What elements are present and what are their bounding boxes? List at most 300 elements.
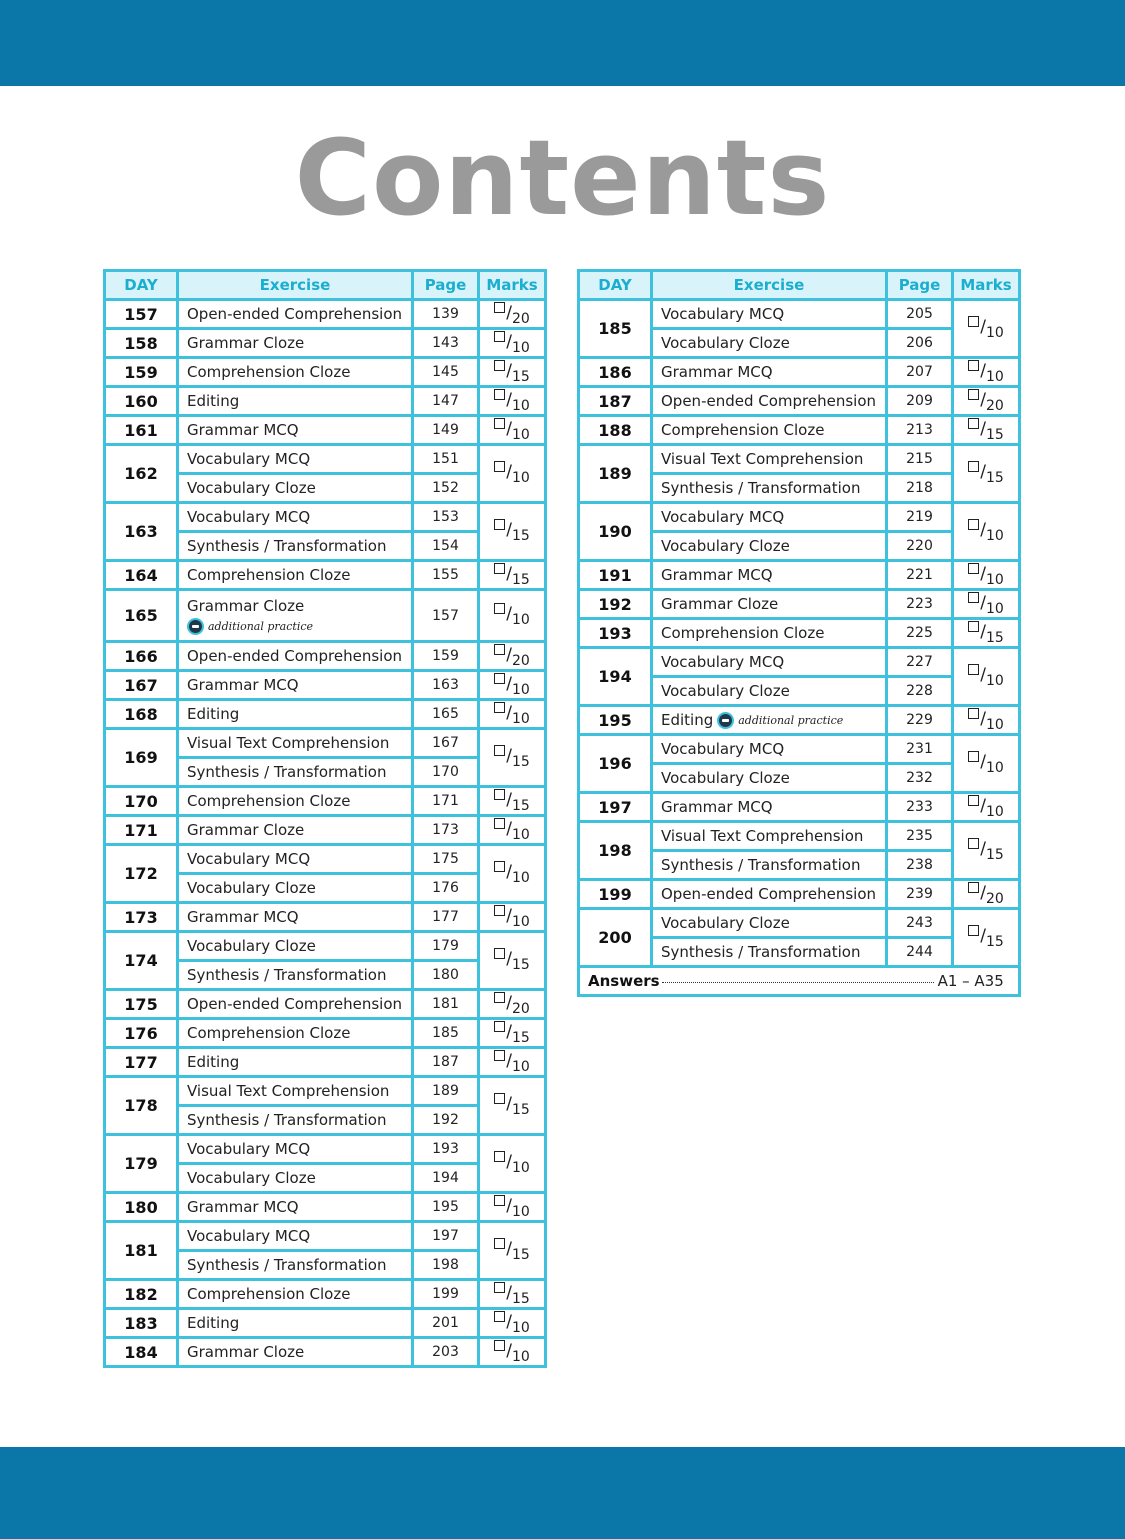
score-checkbox[interactable] xyxy=(494,1340,505,1351)
exercise-cell xyxy=(178,758,413,787)
table-row xyxy=(579,300,1020,329)
score-checkbox[interactable] xyxy=(494,702,505,713)
exercise-cell xyxy=(652,851,887,880)
page-number: 201 xyxy=(413,1309,479,1338)
exercise-name: Vocabulary Cloze xyxy=(187,937,316,955)
exercise-name: Comprehension Cloze xyxy=(187,363,351,381)
header-day: DAY xyxy=(579,271,652,300)
marks-total: 10 xyxy=(985,673,1004,689)
score-checkbox[interactable] xyxy=(968,925,979,936)
header-marks: Marks xyxy=(479,271,546,300)
score-checkbox[interactable] xyxy=(968,751,979,762)
exercise-cell xyxy=(652,938,887,967)
score-checkbox[interactable] xyxy=(968,360,979,371)
fraction-slash: / xyxy=(980,795,986,816)
fraction-slash: / xyxy=(506,1340,512,1361)
page-number: 173 xyxy=(413,816,479,845)
exercise-cell xyxy=(652,532,887,561)
table-row xyxy=(105,816,546,845)
exercise-name: Open-ended Comprehension xyxy=(661,885,877,903)
marks-cell xyxy=(479,387,546,416)
marks-cell xyxy=(479,561,546,590)
page-number: 175 xyxy=(413,845,479,874)
table-row xyxy=(105,329,546,358)
exercise-cell xyxy=(178,729,413,758)
marks-total: 10 xyxy=(511,681,530,698)
marks-cell xyxy=(953,822,1020,880)
score-checkbox[interactable] xyxy=(494,644,505,655)
exercise-cell xyxy=(178,874,413,903)
page-number: 215 xyxy=(887,445,953,474)
table-row xyxy=(105,729,546,758)
day-number: 159 xyxy=(105,358,178,387)
score-checkbox[interactable] xyxy=(968,664,979,675)
day-number: 185 xyxy=(579,300,652,358)
marks-total: 10 xyxy=(511,913,530,930)
exercise-cell xyxy=(178,445,413,474)
exercise-name: Visual Text Comprehension xyxy=(187,734,390,752)
page-number: 197 xyxy=(413,1222,479,1251)
day-number: 188 xyxy=(579,416,652,445)
fraction-slash: / xyxy=(506,789,512,810)
score-checkbox[interactable] xyxy=(494,789,505,800)
table-row xyxy=(105,787,546,816)
marks-cell xyxy=(479,445,546,503)
score-checkbox[interactable] xyxy=(968,621,979,632)
exercise-name: Grammar Cloze xyxy=(187,821,305,839)
exercise-cell xyxy=(178,387,413,416)
table-row xyxy=(105,1077,546,1106)
score-checkbox[interactable] xyxy=(968,418,979,429)
table-row xyxy=(105,990,546,1019)
day-number: 183 xyxy=(105,1309,178,1338)
marks-total: 10 xyxy=(511,339,530,356)
table-row xyxy=(105,1193,546,1222)
day-number: 179 xyxy=(105,1135,178,1193)
marks-total: 15 xyxy=(511,797,530,814)
marks-total: 10 xyxy=(511,426,530,443)
marks-cell xyxy=(479,503,546,561)
day-number: 163 xyxy=(105,503,178,561)
exercise-cell xyxy=(178,1019,413,1048)
fraction-slash: / xyxy=(506,604,512,624)
exercise-cell xyxy=(652,474,887,503)
fraction-slash: / xyxy=(980,839,986,859)
fraction-slash: / xyxy=(506,520,512,540)
exercise-name: Comprehension Cloze xyxy=(187,792,351,810)
marks-cell xyxy=(953,358,1020,387)
exercise-name: Vocabulary MCQ xyxy=(661,508,785,526)
fraction-slash: / xyxy=(506,644,512,665)
exercise-cell xyxy=(178,845,413,874)
day-number: 166 xyxy=(105,642,178,671)
day-number: 192 xyxy=(579,590,652,619)
table-row xyxy=(579,445,1020,474)
page-number: 198 xyxy=(413,1251,479,1280)
exercise-cell xyxy=(178,329,413,358)
exercise-name: Comprehension Cloze xyxy=(661,624,825,642)
table-row xyxy=(579,880,1020,909)
exercise-name: Editing xyxy=(187,1053,240,1071)
day-number: 172 xyxy=(105,845,178,903)
page-number: 145 xyxy=(413,358,479,387)
table-row xyxy=(105,903,546,932)
table-row xyxy=(105,590,546,642)
exercise-cell xyxy=(178,416,413,445)
score-checkbox[interactable] xyxy=(494,1195,505,1206)
exercise-name: Open-ended Comprehension xyxy=(187,995,403,1013)
score-checkbox[interactable] xyxy=(494,818,505,829)
day-number: 182 xyxy=(105,1280,178,1309)
exercise-cell xyxy=(178,358,413,387)
score-checkbox[interactable] xyxy=(968,461,979,472)
exercise-name: Vocabulary Cloze xyxy=(661,334,790,352)
marks-total: 15 xyxy=(511,754,530,770)
score-checkbox[interactable] xyxy=(494,389,505,400)
exercise-cell xyxy=(652,416,887,445)
exercise-cell xyxy=(652,880,887,909)
exercise-cell xyxy=(652,648,887,677)
table-row xyxy=(105,1222,546,1251)
exercise-name: Comprehension Cloze xyxy=(187,566,351,584)
page-number: 205 xyxy=(887,300,953,329)
score-checkbox[interactable] xyxy=(968,316,979,327)
fraction-slash: / xyxy=(980,418,986,439)
exercise-cell xyxy=(178,1338,413,1367)
fraction-slash: / xyxy=(506,1282,512,1303)
fraction-slash: / xyxy=(980,563,986,584)
exercise-name: Vocabulary MCQ xyxy=(187,450,311,468)
exercise-cell xyxy=(652,329,887,358)
score-checkbox[interactable] xyxy=(494,948,505,959)
score-checkbox[interactable] xyxy=(968,708,979,719)
page-number: 185 xyxy=(413,1019,479,1048)
marks-total: 15 xyxy=(511,957,530,973)
exercise-cell xyxy=(652,735,887,764)
fraction-slash: / xyxy=(506,462,512,482)
marks-total: 15 xyxy=(511,1102,530,1118)
table-row xyxy=(105,561,546,590)
exercise-cell xyxy=(652,445,887,474)
marks-total: 15 xyxy=(985,847,1004,863)
marks-total: 15 xyxy=(511,1247,530,1263)
fraction-slash: / xyxy=(506,1311,512,1332)
table-row xyxy=(105,503,546,532)
exercise-name: Synthesis / Transformation xyxy=(661,479,861,497)
marks-total: 15 xyxy=(985,629,1004,646)
score-checkbox[interactable] xyxy=(494,1311,505,1322)
marks-cell xyxy=(479,1222,546,1280)
table-row xyxy=(579,706,1020,735)
table-row xyxy=(579,793,1020,822)
fraction-slash: / xyxy=(506,1239,512,1259)
table-row xyxy=(105,642,546,671)
score-checkbox[interactable] xyxy=(494,603,505,614)
exercise-name: Grammar Cloze xyxy=(187,1343,305,1361)
exercise-name: Vocabulary MCQ xyxy=(187,508,311,526)
exercise-cell xyxy=(178,961,413,990)
page-number: 228 xyxy=(887,677,953,706)
marks-cell xyxy=(953,300,1020,358)
day-number: 196 xyxy=(579,735,652,793)
score-checkbox[interactable] xyxy=(968,882,979,893)
page-number: 177 xyxy=(413,903,479,932)
page-number: 193 xyxy=(413,1135,479,1164)
page-number: 221 xyxy=(887,561,953,590)
exercise-cell xyxy=(652,706,887,735)
page-number: 227 xyxy=(887,648,953,677)
answers-label: Answers xyxy=(588,972,660,990)
day-number: 193 xyxy=(579,619,652,648)
score-checkbox[interactable] xyxy=(494,461,505,472)
day-number: 174 xyxy=(105,932,178,990)
table-row xyxy=(105,300,546,329)
page-number: 151 xyxy=(413,445,479,474)
marks-cell xyxy=(479,700,546,729)
marks-total: 10 xyxy=(511,1058,530,1075)
exercise-name: Vocabulary Cloze xyxy=(187,1169,316,1187)
exercise-cell xyxy=(178,787,413,816)
day-number: 160 xyxy=(105,387,178,416)
exercise-name: Visual Text Comprehension xyxy=(661,827,864,845)
day-number: 189 xyxy=(579,445,652,503)
page-number: 219 xyxy=(887,503,953,532)
fraction-slash: / xyxy=(506,563,512,584)
fraction-slash: / xyxy=(980,360,986,381)
top-banner xyxy=(0,0,1125,86)
exercise-cell xyxy=(178,990,413,1019)
marks-cell xyxy=(479,416,546,445)
table-row xyxy=(579,358,1020,387)
exercise-cell xyxy=(652,561,887,590)
marks-total: 15 xyxy=(511,571,530,588)
page-number: 179 xyxy=(413,932,479,961)
marks-total: 10 xyxy=(511,826,530,843)
exercise-cell xyxy=(652,677,887,706)
marks-cell xyxy=(479,1019,546,1048)
table-row xyxy=(105,1338,546,1367)
marks-cell xyxy=(953,590,1020,619)
marks-total: 10 xyxy=(985,368,1004,385)
marks-total: 10 xyxy=(985,803,1004,820)
exercise-cell xyxy=(178,1251,413,1280)
score-checkbox[interactable] xyxy=(494,861,505,872)
table-row xyxy=(579,648,1020,677)
day-number: 198 xyxy=(579,822,652,880)
exercise-name: Grammar Cloze xyxy=(661,595,779,613)
page-number: 195 xyxy=(413,1193,479,1222)
exercise-name: Vocabulary MCQ xyxy=(187,1140,311,1158)
exercise-cell xyxy=(652,300,887,329)
exercise-cell xyxy=(178,1135,413,1164)
exercise-name: Synthesis / Transformation xyxy=(187,1111,387,1129)
score-checkbox[interactable] xyxy=(494,745,505,756)
marks-cell xyxy=(479,1338,546,1367)
score-checkbox[interactable] xyxy=(494,673,505,684)
marks-cell xyxy=(479,932,546,990)
marks-total: 20 xyxy=(511,1000,530,1017)
table-row xyxy=(105,416,546,445)
score-checkbox[interactable] xyxy=(494,360,505,371)
exercise-cell xyxy=(652,909,887,938)
exercise-cell xyxy=(178,816,413,845)
page-number: 180 xyxy=(413,961,479,990)
fraction-slash: / xyxy=(506,1195,512,1216)
exercise-name: Grammar MCQ xyxy=(661,566,773,584)
fraction-slash: / xyxy=(980,592,986,613)
table-row xyxy=(579,387,1020,416)
page-number: 167 xyxy=(413,729,479,758)
table-row xyxy=(579,590,1020,619)
page-number: 233 xyxy=(887,793,953,822)
exercise-cell xyxy=(652,764,887,793)
marks-cell xyxy=(953,793,1020,822)
day-number: 178 xyxy=(105,1077,178,1135)
fraction-slash: / xyxy=(506,949,512,969)
table-row xyxy=(105,1135,546,1164)
fraction-slash: / xyxy=(506,905,512,926)
marks-total: 10 xyxy=(985,528,1004,544)
fraction-slash: / xyxy=(980,752,986,772)
page-number: 194 xyxy=(413,1164,479,1193)
page-number: 207 xyxy=(887,358,953,387)
table-row xyxy=(579,619,1020,648)
marks-total: 10 xyxy=(511,470,530,486)
day-number: 194 xyxy=(579,648,652,706)
marks-total: 10 xyxy=(985,325,1004,341)
exercise-cell xyxy=(652,590,887,619)
exercise-name: Synthesis / Transformation xyxy=(187,966,387,984)
day-number: 180 xyxy=(105,1193,178,1222)
marks-total: 15 xyxy=(511,1029,530,1046)
header-page: Page xyxy=(413,271,479,300)
marks-cell xyxy=(479,358,546,387)
table-row xyxy=(105,1048,546,1077)
day-number: 184 xyxy=(105,1338,178,1367)
header-day: DAY xyxy=(105,271,178,300)
fraction-slash: / xyxy=(980,462,986,482)
page-number: 220 xyxy=(887,532,953,561)
score-checkbox[interactable] xyxy=(494,1050,505,1061)
marks-cell xyxy=(953,416,1020,445)
exercise-name: Grammar MCQ xyxy=(187,421,299,439)
table-row xyxy=(105,700,546,729)
additional-practice-label: additional practice xyxy=(208,619,314,633)
marks-total: 10 xyxy=(985,760,1004,776)
exercise-name: Vocabulary MCQ xyxy=(661,305,785,323)
page-number: 238 xyxy=(887,851,953,880)
page-number: 187 xyxy=(413,1048,479,1077)
day-number: 167 xyxy=(105,671,178,700)
marks-total: 20 xyxy=(985,397,1004,414)
day-number: 158 xyxy=(105,329,178,358)
day-number: 165 xyxy=(105,590,178,642)
marks-cell xyxy=(479,1280,546,1309)
page-number: 163 xyxy=(413,671,479,700)
marks-total: 10 xyxy=(511,1203,530,1220)
page-number: 152 xyxy=(413,474,479,503)
bottom-banner xyxy=(0,1447,1125,1539)
day-number: 162 xyxy=(105,445,178,503)
exercise-cell xyxy=(178,1106,413,1135)
day-number: 181 xyxy=(105,1222,178,1280)
marks-total: 15 xyxy=(985,470,1004,486)
day-number: 161 xyxy=(105,416,178,445)
fraction-slash: / xyxy=(980,621,986,642)
fraction-slash: / xyxy=(980,317,986,337)
fraction-slash: / xyxy=(506,389,512,410)
score-checkbox[interactable] xyxy=(968,592,979,603)
fraction-slash: / xyxy=(506,1152,512,1172)
score-checkbox[interactable] xyxy=(494,1151,505,1162)
page-title: Contents xyxy=(294,117,831,239)
exercise-name: Synthesis / Transformation xyxy=(187,763,387,781)
score-checkbox[interactable] xyxy=(494,905,505,916)
header-page: Page xyxy=(887,271,953,300)
fraction-slash: / xyxy=(980,708,986,729)
exercise-name: Vocabulary MCQ xyxy=(661,653,785,671)
exercise-cell xyxy=(178,1048,413,1077)
score-checkbox[interactable] xyxy=(494,1282,505,1293)
exercise-cell xyxy=(178,561,413,590)
marks-cell xyxy=(953,445,1020,503)
exercise-name: Open-ended Comprehension xyxy=(661,392,877,410)
score-checkbox[interactable] xyxy=(494,1093,505,1104)
marks-cell xyxy=(953,387,1020,416)
score-checkbox[interactable] xyxy=(494,331,505,342)
score-checkbox[interactable] xyxy=(494,1021,505,1032)
score-checkbox[interactable] xyxy=(968,838,979,849)
score-checkbox[interactable] xyxy=(494,418,505,429)
exercise-name: Grammar MCQ xyxy=(187,908,299,926)
page-number: 149 xyxy=(413,416,479,445)
score-checkbox[interactable] xyxy=(494,563,505,574)
exercise-cell xyxy=(178,1164,413,1193)
exercise-name: Comprehension Cloze xyxy=(661,421,825,439)
exercise-cell xyxy=(178,642,413,671)
marks-total: 10 xyxy=(985,600,1004,617)
table-row xyxy=(105,845,546,874)
day-number: 199 xyxy=(579,880,652,909)
exercise-name: Open-ended Comprehension xyxy=(187,305,403,323)
score-checkbox[interactable] xyxy=(494,1238,505,1249)
page-number: 243 xyxy=(887,909,953,938)
exercise-cell xyxy=(178,700,413,729)
marks-cell xyxy=(953,735,1020,793)
page-number: 155 xyxy=(413,561,479,590)
page-number: 231 xyxy=(887,735,953,764)
score-checkbox[interactable] xyxy=(494,519,505,530)
fraction-slash: / xyxy=(506,302,512,323)
additional-practice-tag xyxy=(187,617,411,635)
score-checkbox[interactable] xyxy=(494,302,505,313)
page-number: 213 xyxy=(887,416,953,445)
marks-cell xyxy=(479,729,546,787)
marks-total: 15 xyxy=(511,1290,530,1307)
marks-cell xyxy=(479,1077,546,1135)
score-checkbox[interactable] xyxy=(968,795,979,806)
score-checkbox[interactable] xyxy=(968,519,979,530)
page-number: 235 xyxy=(887,822,953,851)
marks-total: 20 xyxy=(511,652,530,669)
score-checkbox[interactable] xyxy=(968,563,979,574)
score-checkbox[interactable] xyxy=(494,992,505,1003)
table-row xyxy=(105,445,546,474)
day-number: 197 xyxy=(579,793,652,822)
marks-cell xyxy=(479,329,546,358)
marks-total: 10 xyxy=(511,710,530,727)
score-checkbox[interactable] xyxy=(968,389,979,400)
